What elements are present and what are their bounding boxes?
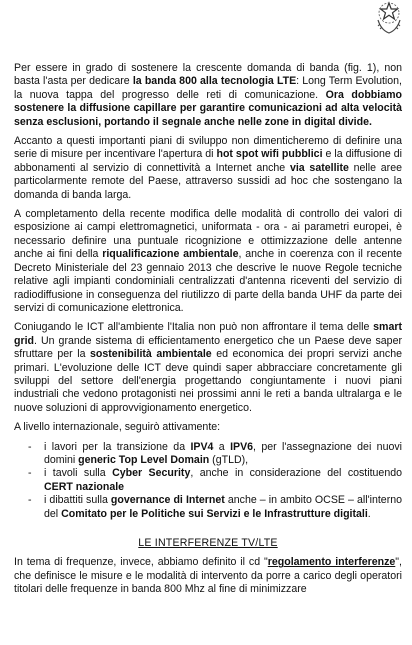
emphasis: [268, 556, 396, 568]
list-item: [44, 467, 402, 494]
emphasis: smart grid: [14, 321, 402, 347]
emphasis: la banda 800 alla tecnologia LTE: [132, 75, 297, 88]
emphasis: generic Top Level Domain: [78, 453, 210, 466]
italian-republic-emblem-icon: [374, 0, 404, 36]
text: In tema di frequenze, invece, abbiamo definito il cd ": [14, 556, 268, 569]
text: , anche in coerenza con il recente Decreto Ministeriale del 23 gennaio 2013 che descrive le nuove Regole tecniche relative agli impianti condominiali centralizzati d'antenna riceventi del servizio di radiodiffusione in conseguenza del riutilizzo di parte della banda UHF da parte dei servizi di comunicazione elettronica.: [14, 248, 403, 314]
text: ed economica dei propri servizi anche primari. L'evoluzione delle ICT deve quindi saper abbracciare concretamente gli sviluppi del settore dell'energia progettando congiuntamente i nuovi piani industriali che vedono protagonisti nei prossimi anni le reti a banda ultralarga e le nuove soluzioni di approvvigionamento energetico.: [14, 348, 402, 414]
emphasis: governance di Internet: [110, 494, 225, 507]
paragraph-wifi: [14, 135, 402, 202]
paragraph-smart-grid: [14, 321, 402, 415]
emphasis: Ora dobbiamo sostenere la diffusione capillare per garantire comunicazioni ad alta velocità senza esclusioni, portando il segnale anche nelle zone in digital divide.: [14, 88, 402, 128]
emphasis: CERT nazionale: [44, 480, 125, 493]
text: , anche in considerazione del costituendo: [190, 467, 403, 480]
text: Accanto a questi importanti piani di sviluppo non dimenticheremo di definire una serie di misure per incentivare l'apertura di: [14, 135, 402, 161]
bullet-list: [14, 441, 402, 521]
text: Coniugando le ICT all'ambiente l'Italia non può non affrontare il tema delle: [14, 321, 374, 334]
text: : Long Term Evolution, la nuova tappa del progresso delle reti di comunicazione.: [14, 75, 402, 101]
text: . Un grande sistema di efficientamento energetico che un Paese deve saper sfruttare per la: [14, 334, 402, 361]
text: a: [213, 440, 231, 453]
paragraph-antenne: [14, 208, 402, 315]
emphasis: Cyber Security: [112, 467, 191, 480]
emphasis: Comitato per le Politiche sui Servizi e le Infrastrutture digitali: [61, 507, 368, 520]
list-item: [44, 494, 402, 521]
text: i dibattiti sulla: [44, 494, 111, 507]
paragraph-lte: [14, 62, 402, 129]
emphasis: IPV6: [230, 440, 254, 453]
document-body: [14, 62, 402, 603]
list-item: [44, 441, 402, 468]
emphasis: via satellite: [289, 161, 349, 174]
paragraph-frequenze: [14, 556, 402, 596]
text: i lavori per la transizione da: [44, 440, 191, 453]
text: A completamento della recente modifica delle modalità di controllo dei valori di esposizione ai campi elettromagnetici, uniformata - ora - ai parametri europei, è necessario definire una puntuale ricognizione e ottimizzazione delle antenne anche ai fini della: [14, 208, 402, 261]
emphasis: IPV4: [190, 440, 214, 453]
underlined-emphasis: regolamento interferenze: [267, 556, 396, 569]
text: (gTLD),: [209, 453, 249, 466]
emphasis: riqualificazione ambientale: [102, 248, 239, 261]
intro-line: A livello internazionale, seguirò attivamente:: [14, 421, 221, 434]
emphasis: hot spot wifi pubblici: [216, 148, 323, 161]
text: i tavoli sulla: [44, 467, 113, 480]
text: ", che definisce le misure e le modalità di intervento da porre a carico degli operatori titolari delle frequenze in banda 800 Mhz al fine di minimizzare: [14, 556, 403, 596]
section-title: LE INTERFERENZE TV/LTE: [138, 537, 278, 549]
text: e la diffusione di abbonamenti al servizio di connettività a Internet anche: [14, 148, 402, 174]
text: Per essere in grado di sostenere la crescente domanda di banda (fig. 1), non basta l'asta per dedicare: [14, 62, 402, 88]
text: nelle aree particolarmente remote del Paese, attraverso sussidi ad hoc che sostengano la domanda di banda larga.: [14, 161, 402, 201]
emphasis: sostenibilità ambientale: [90, 348, 212, 361]
text: anche – in ambito OCSE – all'interno del: [44, 494, 402, 520]
text: .: [367, 507, 371, 520]
text: , per l'assegnazione dei nuovi domini: [44, 440, 402, 466]
